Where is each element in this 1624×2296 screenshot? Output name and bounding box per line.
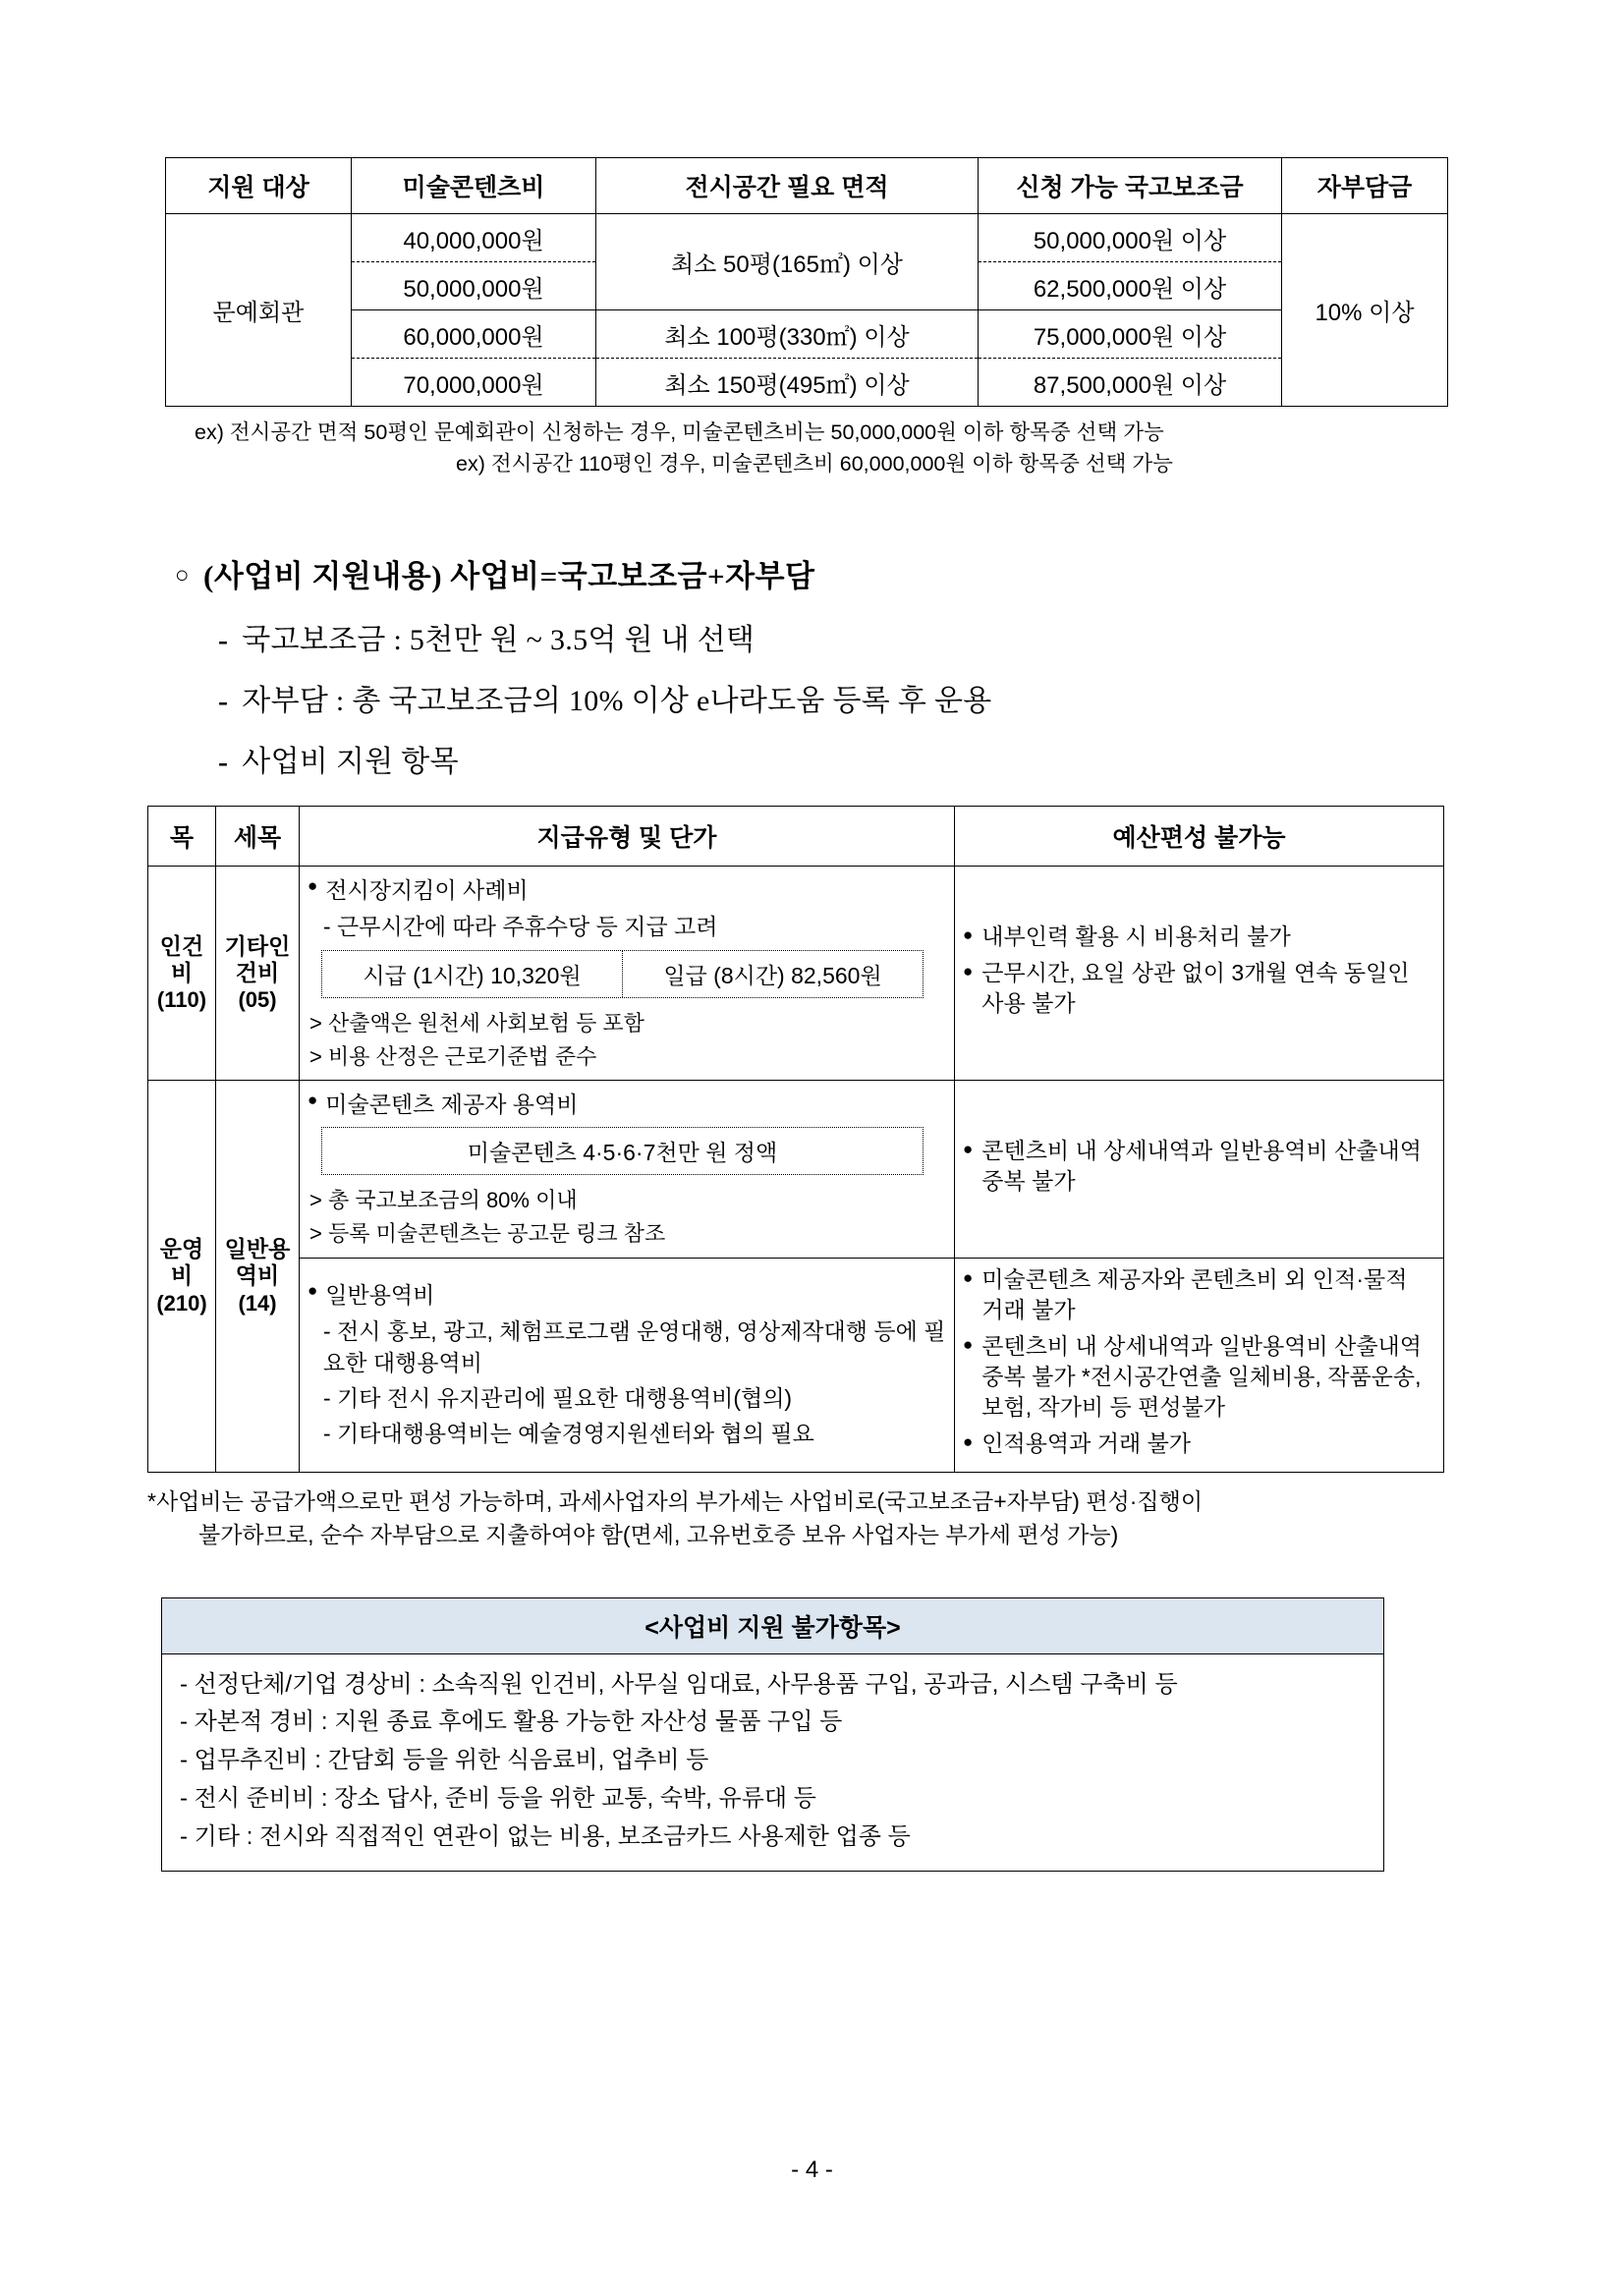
example-notes	[165, 417, 1405, 480]
restriction-text: 내부인력 활용 시 비용처리 불가	[981, 923, 1291, 949]
table-header-row	[162, 1597, 1384, 1653]
cell-payment-type	[300, 1259, 955, 1472]
sub-item: - 기타대행용역비는 예술경영지원센터와 협의 필요	[323, 1421, 814, 1447]
list-item: - 전시 준비비 : 장소 답사, 준비 등을 위한 교통, 숙박, 유류대 등	[180, 1785, 816, 1813]
restriction-item	[963, 922, 1435, 952]
bullet-dot-icon: ●	[963, 1268, 974, 1288]
section-item-text: 자부담 : 총 국고보조금의 10% 이상 e나라도움 등록 후 운용	[242, 684, 992, 717]
budget-section	[175, 551, 1484, 780]
table-row	[166, 359, 1448, 407]
mok-label: 인건비	[159, 932, 204, 985]
bullet-dot-icon: ●	[308, 1091, 318, 1110]
cell-content-fee: 50,000,000원	[352, 262, 596, 310]
dash-marker-icon: -	[218, 745, 229, 778]
restriction-text: 인적용역과 거래 불가	[981, 1430, 1192, 1457]
col-self-pay: 자부담금	[1282, 158, 1448, 214]
list-item: - 기타 : 전시와 직접적인 연관이 없는 비용, 보조금카드 사용제한 업종 등	[180, 1823, 911, 1851]
restriction-item	[963, 1331, 1435, 1423]
table-row	[148, 1081, 1444, 1259]
dash-marker-icon: -	[218, 623, 229, 656]
cell-area: 최소 150평(495㎡) 이상	[596, 359, 979, 407]
note-item: > 산출액은 원천세 사회보험 등 포함	[309, 1010, 644, 1036]
vat-note-line-1: *사업비는 공급가액으로만 편성 가능하며, 과세사업자의 부가세는 사업비로(국고보조금+자부담) 편성·집행이	[147, 1487, 1204, 1514]
cell-mok	[148, 1081, 216, 1472]
bullet-dot-icon: ●	[963, 1140, 974, 1159]
cell-area: 최소 50평(165㎡) 이상	[596, 214, 979, 310]
ineligible-title: <사업비 지원 불가항목>	[162, 1597, 1384, 1653]
restriction-text: 콘텐츠비 내 상세내역과 일반용역비 산출내역 중복 불가	[981, 1138, 1422, 1195]
semok-label: 일반용역비	[224, 1236, 291, 1289]
flat-rate-value: 미술콘텐츠 4·5·6·7천만 원 정액	[467, 1140, 778, 1166]
table-row	[148, 866, 1444, 1081]
sub-item: - 전시 홍보, 광고, 체험프로그램 운영대행, 영상제작대행 등에 필요한 대행용역비	[323, 1317, 946, 1375]
bullet-dot-icon: ●	[963, 924, 974, 944]
bullet-dot-icon: ●	[308, 1280, 318, 1300]
col-payment-type: 지급유형 및 단가	[300, 806, 955, 866]
col-mok: 목	[148, 806, 216, 866]
cell-grant: 50,000,000원 이상	[979, 214, 1282, 262]
section-item	[218, 737, 1484, 780]
bullet-text: 전시장지킴이 사례비	[325, 876, 529, 903]
bullet-dot-icon: ●	[308, 875, 318, 895]
restriction-item	[963, 958, 1435, 1019]
semok-code: (05)	[238, 987, 277, 1013]
page-number: - 4 -	[791, 2156, 833, 2183]
circle-marker-icon: ○	[175, 562, 190, 588]
cell-content-fee: 40,000,000원	[352, 214, 596, 262]
page-content	[147, 157, 1484, 1872]
note-item: > 등록 미술콘텐츠는 공고문 링크 참조	[309, 1221, 666, 1247]
list-item: - 자본적 경비 : 지원 종료 후에도 활용 가능한 자산성 물품 구입 등	[180, 1708, 843, 1736]
note-item: > 총 국고보조금의 80% 이내	[309, 1188, 578, 1213]
bullet-item	[308, 872, 946, 905]
note-item: > 비용 산정은 근로기준법 준수	[309, 1043, 597, 1069]
table-row	[148, 1259, 1444, 1472]
cell-payment-type	[300, 1081, 955, 1259]
vat-note-line-2: 불가하므로, 순수 자부담으로 지출하여야 함(면세, 고유번호증 보유 사업자는 부가세 편성 가능)	[198, 1522, 1119, 1548]
semok-code: (14)	[238, 1290, 277, 1316]
sub-item: - 기타 전시 유지관리에 필요한 대행용역비(협의)	[323, 1384, 793, 1411]
support-eligibility-table	[165, 157, 1448, 407]
bullet-dot-icon: ●	[963, 1335, 974, 1355]
list-item: - 선정단체/기업 경상비 : 소속직원 인건비, 사무실 임대료, 사무용품 구입, 공과금, 시스템 구축비 등	[180, 1670, 1178, 1698]
col-semok: 세목	[216, 806, 300, 866]
restriction-item	[963, 1428, 1435, 1459]
dash-marker-icon: -	[218, 684, 229, 717]
restriction-text: 근무시간, 요일 상관 없이 3개월 연속 동일인 사용 불가	[981, 959, 1410, 1016]
daily-rate: 일급 (8시간) 82,560원	[622, 951, 923, 997]
cell-mok	[148, 866, 216, 1081]
ineligible-items-table	[161, 1597, 1384, 1872]
vat-note	[147, 1484, 1454, 1552]
mok-code: (210)	[156, 1290, 207, 1316]
bullet-text: 미술콘텐츠 제공자 용역비	[325, 1092, 579, 1118]
section-item	[218, 615, 1484, 658]
bullet-item	[308, 1087, 946, 1119]
bullet-text: 일반용역비	[325, 1281, 435, 1308]
table-header-row	[166, 158, 1448, 214]
hourly-rate: 시급 (1시간) 10,320원	[363, 962, 582, 988]
col-content-fee: 미술콘텐츠비	[352, 158, 596, 214]
mok-code: (110)	[156, 987, 207, 1013]
cell-payment-type	[300, 866, 955, 1081]
cell-not-allowed	[955, 1081, 1444, 1259]
budget-items-table	[147, 806, 1444, 1473]
table-row	[166, 310, 1448, 359]
section-item-text: 사업비 지원 항목	[242, 745, 459, 778]
restriction-text: 콘텐츠비 내 상세내역과 일반용역비 산출내역 중복 불가 *전시공간연출 일체비용, 작품운송, 보험, 작가비 등 편성불가	[981, 1333, 1422, 1421]
cell-grant: 75,000,000원 이상	[979, 310, 1282, 359]
example-note-2: ex) 전시공간 110평인 경우, 미술콘텐츠비 60,000,000원 이하 항목중 선택 가능	[456, 452, 1173, 476]
table-row	[166, 214, 1448, 262]
sub-item: - 근무시간에 따라 주휴수당 등 지급 고려	[323, 913, 718, 939]
col-area: 전시공간 필요 면적	[596, 158, 979, 214]
section-item	[218, 676, 1484, 719]
cell-semok	[216, 1081, 300, 1472]
cell-area: 최소 100평(330㎡) 이상	[596, 310, 979, 359]
col-not-allowed: 예산편성 불가능	[955, 806, 1444, 866]
section-heading	[175, 551, 1484, 595]
mok-label: 운영비	[159, 1236, 204, 1289]
cell-not-allowed	[955, 1259, 1444, 1472]
unit-price-box	[321, 950, 924, 998]
bullet-dot-icon: ●	[963, 961, 974, 980]
ineligible-list	[162, 1653, 1384, 1871]
table-row	[162, 1653, 1384, 1871]
flat-rate-box	[321, 1127, 924, 1175]
cell-grant: 87,500,000원 이상	[979, 359, 1282, 407]
restriction-item	[963, 1264, 1435, 1325]
section-item-text: 국고보조금 : 5천만 원 ~ 3.5억 원 내 선택	[242, 623, 756, 656]
table-header-row	[148, 806, 1444, 866]
bullet-dot-icon: ●	[963, 1432, 974, 1452]
semok-label: 기타인건비	[224, 932, 291, 985]
cell-not-allowed	[955, 866, 1444, 1081]
cell-content-fee: 60,000,000원	[352, 310, 596, 359]
restriction-text: 미술콘텐츠 제공자와 콘텐츠비 외 인적·물적 거래 불가	[981, 1266, 1408, 1323]
cell-grant: 62,500,000원 이상	[979, 262, 1282, 310]
cell-self-pay: 10% 이상	[1282, 214, 1448, 407]
col-grant: 신청 가능 국고보조금	[979, 158, 1282, 214]
cell-target: 문예회관	[166, 214, 352, 407]
section-heading-text: (사업비 지원내용) 사업비=국고보조금+자부담	[203, 558, 815, 593]
bullet-item	[308, 1277, 946, 1310]
list-item: - 업무추진비 : 간담회 등을 위한 식음료비, 업추비 등	[180, 1747, 709, 1774]
col-target: 지원 대상	[166, 158, 352, 214]
restriction-item	[963, 1136, 1435, 1197]
cell-content-fee: 70,000,000원	[352, 359, 596, 407]
example-note-1: ex) 전시공간 면적 50평인 문예회관이 신청하는 경우, 미술콘텐츠비는 50,000,000원 이하 항목중 선택 가능	[195, 420, 1164, 444]
cell-semok	[216, 866, 300, 1081]
